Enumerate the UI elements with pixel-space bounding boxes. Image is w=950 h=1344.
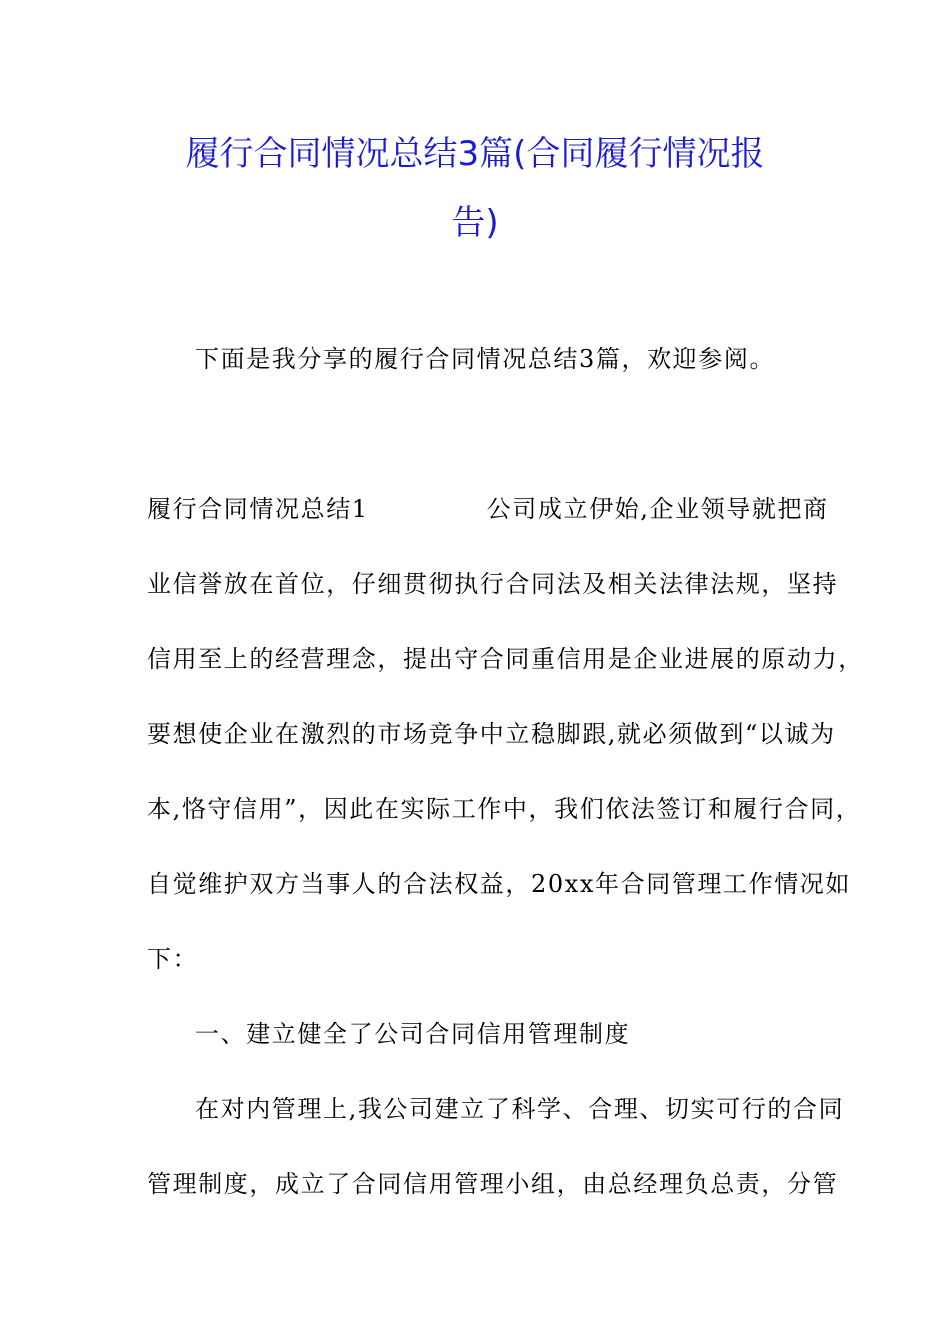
paragraph-line-9: 管理制度，成立了合同信用管理小组，由总经理负总责，分管 [147,1170,839,1198]
paragraph-line-4: 要想使企业在激烈的市场竞争中立稳脚跟,就必须做到“以诚为 [147,720,836,748]
document-title-line-1: 履行合同情况总结3篇(合同履行情况报 [185,134,765,174]
section-heading: 履行合同情况总结1 [147,495,369,523]
document-title-line-2: 告) [451,203,499,243]
subsection-heading: 一、建立健全了公司合同信用管理制度 [195,1020,631,1048]
paragraph-line-2: 业信誉放在首位，仔细贯彻执行合同法及相关法律法规，坚持 [147,570,839,598]
paragraph-line-6: 自觉维护双方当事人的合法权益，20xx年合同管理工作情况如 [147,870,852,898]
paragraph-text: 公司成立伊始,企业领导就把商 [486,495,829,523]
paragraph-line-1 [147,497,829,521]
intro-paragraph: 下面是我分享的履行合同情况总结3篇，欢迎参阅。 [195,345,776,373]
paragraph-line-5: 本,恪守信用”，因此在实际工作中，我们依法签订和履行合同， [147,795,862,823]
paragraph-line-3: 信用至上的经营理念，提出守合同重信用是企业进展的原动力， [147,645,864,673]
paragraph-line-8: 在对内管理上,我公司建立了科学、合理、切实可行的合同 [195,1095,845,1123]
paragraph-line-7: 下： [147,945,199,973]
